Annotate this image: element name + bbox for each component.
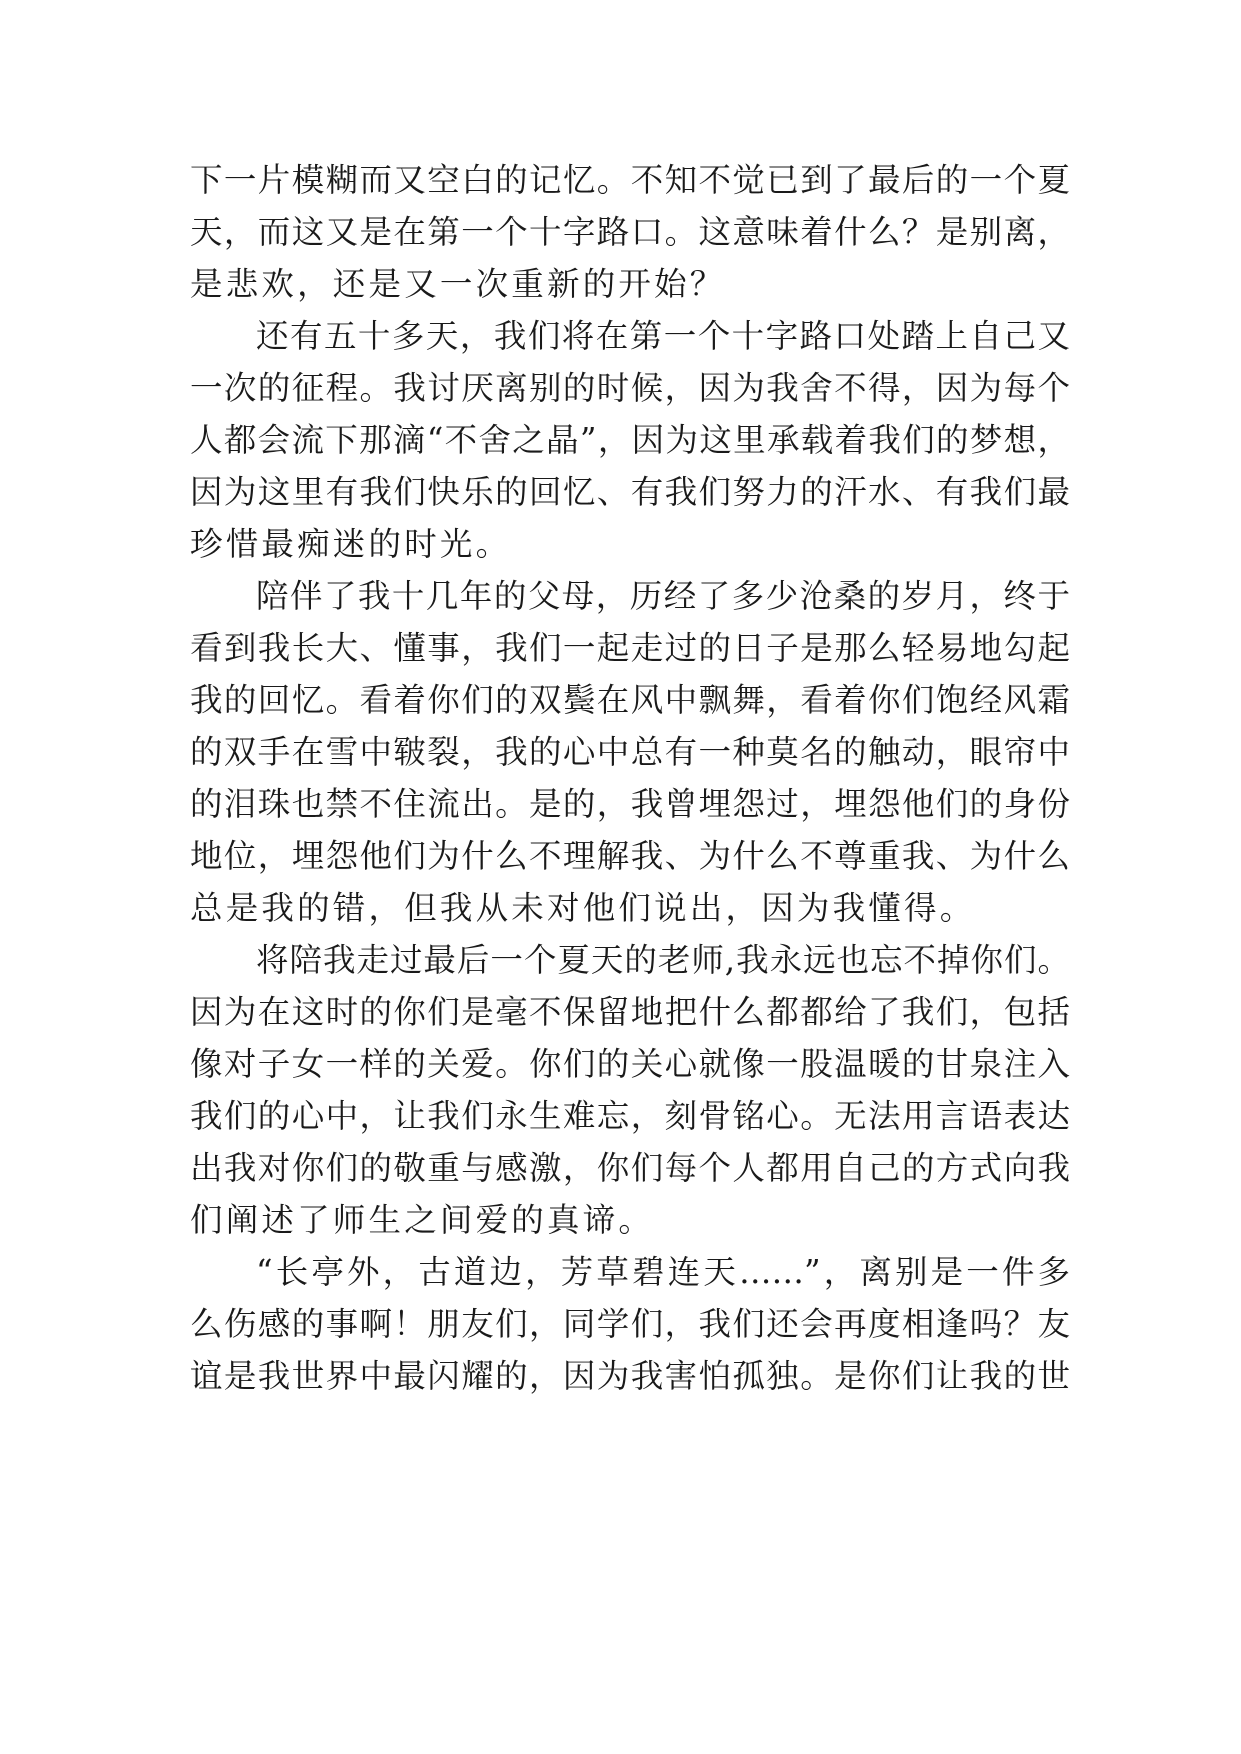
text-line: 将陪我走过最后一个夏天的老师,我永远也忘不掉你们。 — [256, 941, 1070, 979]
text-line: 出我对你们的敬重与感激，你们每个人都用自己的方式向我 — [190, 1149, 1070, 1187]
text-line: 们阐述了师生之间爱的真谛。 — [190, 1201, 655, 1239]
text-line: “长亭外，古道边，芳草碧连天……”，离别是一件多 — [256, 1253, 1070, 1291]
text-line: 我的回忆。看着你们的双鬓在风中飘舞，看着你们饱经风霜 — [190, 681, 1070, 719]
text-line: 是悲欢，还是又一次重新的开始？ — [190, 265, 726, 303]
text-line: 天，而这又是在第一个十字路口。这意味着什么？是别离， — [190, 213, 1070, 251]
text-line: 像对子女一样的关爱。你们的关心就像一股温暖的甘泉注入 — [190, 1045, 1070, 1083]
text-line: 总是我的错，但我从未对他们说出，因为我懂得。 — [190, 889, 976, 927]
text-line: 下一片模糊而又空白的记忆。不知不觉已到了最后的一个夏 — [190, 161, 1070, 199]
text-line: 因为这里有我们快乐的回忆、有我们努力的汗水、有我们最 — [190, 473, 1070, 511]
text-line: 谊是我世界中最闪耀的，因为我害怕孤独。是你们让我的世 — [190, 1357, 1070, 1395]
text-line: 一次的征程。我讨厌离别的时候，因为我舍不得，因为每个 — [190, 369, 1070, 407]
text-line: 看到我长大、懂事，我们一起走过的日子是那么轻易地勾起 — [190, 629, 1070, 667]
text-line: 珍惜最痴迷的时光。 — [190, 525, 512, 563]
text-line: 我们的心中，让我们永生难忘，刻骨铭心。无法用言语表达 — [190, 1097, 1070, 1135]
text-line: 人都会流下那滴“不舍之晶”，因为这里承载着我们的梦想， — [190, 421, 1070, 459]
body-text — [190, 154, 1070, 1402]
text-line: 的泪珠也禁不住流出。是的，我曾埋怨过，埋怨他们的身份 — [190, 785, 1070, 823]
text-line: 因为在这时的你们是毫不保留地把什么都都给了我们，包括 — [190, 993, 1070, 1031]
text-line: 么伤感的事啊！朋友们，同学们，我们还会再度相逢吗？友 — [190, 1305, 1070, 1343]
text-line: 还有五十多天，我们将在第一个十字路口处踏上自己又 — [256, 317, 1070, 355]
text-line: 的双手在雪中皲裂，我的心中总有一种莫名的触动，眼帘中 — [190, 733, 1070, 771]
text-line: 陪伴了我十几年的父母，历经了多少沧桑的岁月，终于 — [256, 577, 1070, 615]
text-line: 地位，埋怨他们为什么不理解我、为什么不尊重我、为什么 — [190, 837, 1070, 875]
